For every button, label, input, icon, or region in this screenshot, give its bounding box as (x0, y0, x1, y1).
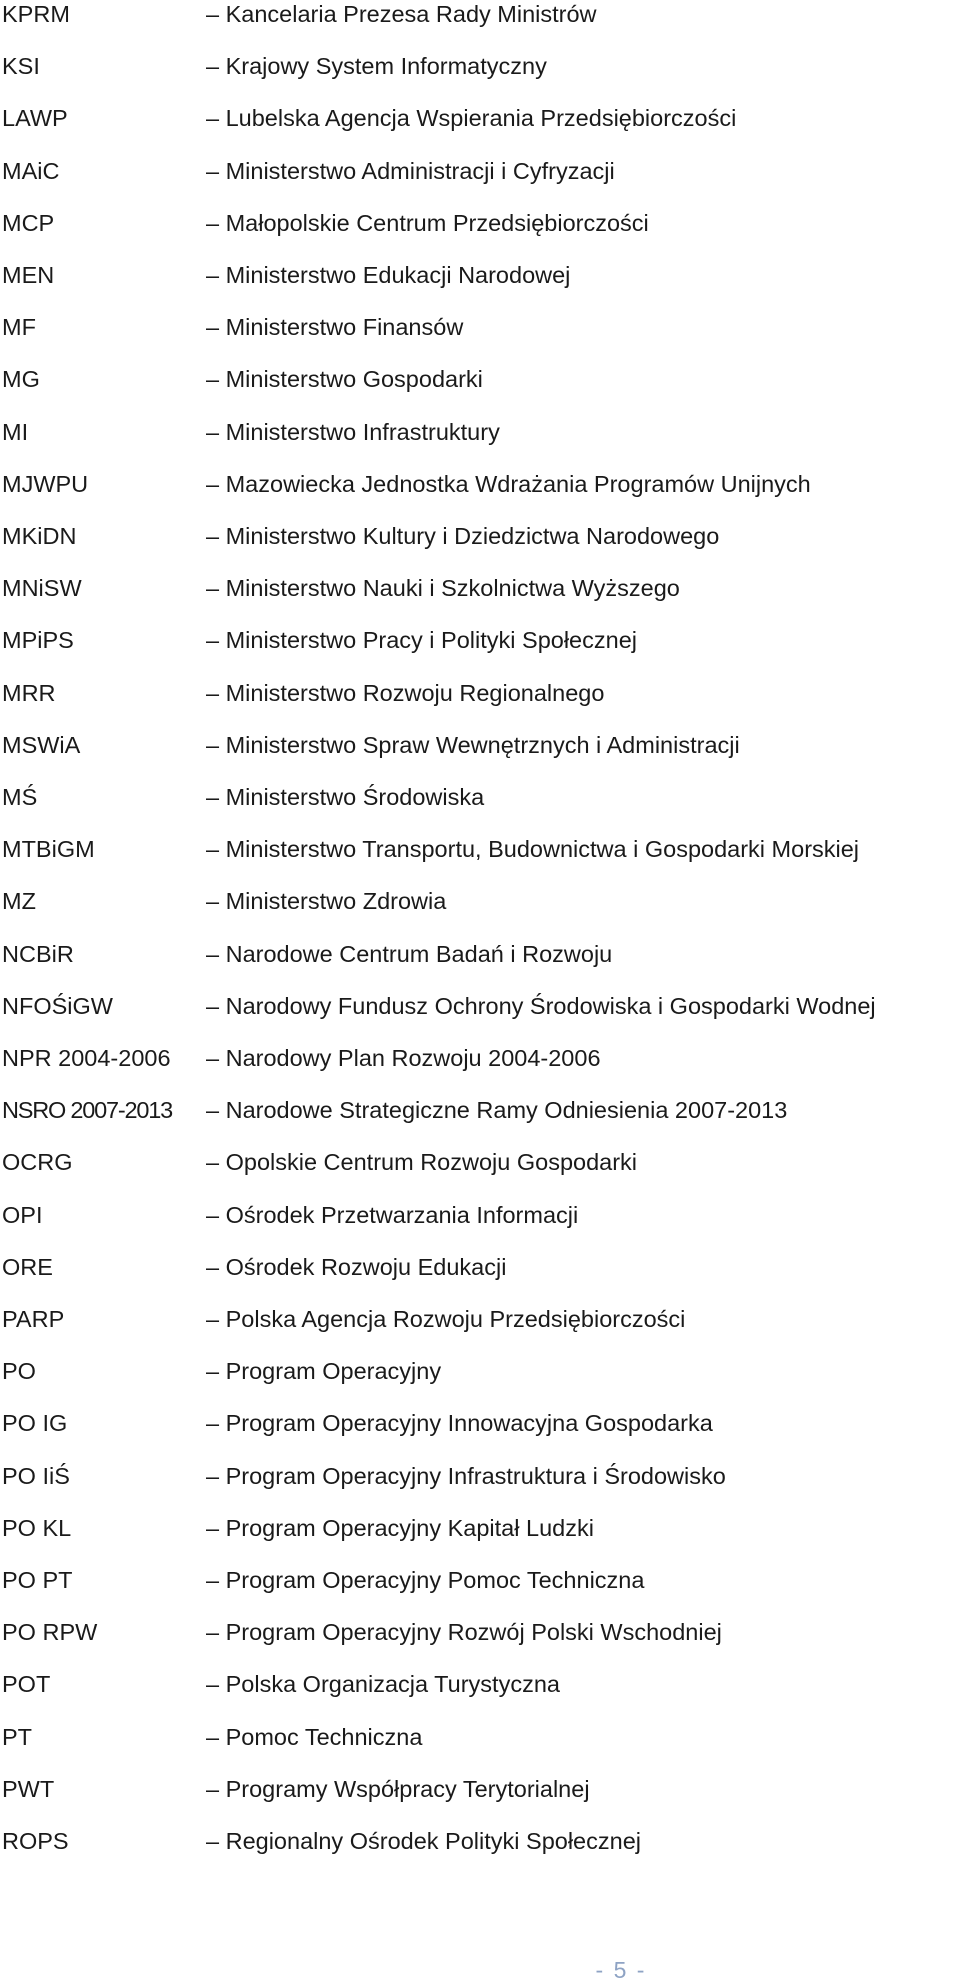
abbreviation-definition: – Ministerstwo Gospodarki (206, 366, 483, 393)
abbreviation-definition: – Ministerstwo Infrastruktury (206, 418, 500, 445)
abbreviation-row (0, 835, 960, 887)
abbreviation-term: PARP (2, 1306, 65, 1332)
abbreviation-term: PO KL (2, 1514, 72, 1541)
abbreviation-term: OCRG (2, 1149, 73, 1176)
abbreviation-row (0, 1618, 960, 1670)
abbreviation-term: MJWPU (2, 470, 89, 497)
abbreviation-definition: – Ministerstwo Nauki i Szkolnictwa Wyższego (206, 575, 680, 602)
abbreviation-term: NCBiR (2, 940, 74, 967)
abbreviation-row (0, 313, 960, 365)
abbreviation-row (0, 418, 960, 470)
abbreviation-row (0, 1148, 960, 1200)
abbreviation-term: ROPS (2, 1828, 69, 1854)
abbreviation-term: NSRO 2007-2013 (2, 1097, 173, 1124)
abbreviation-row (0, 1253, 960, 1305)
abbreviation-term: ORE (2, 1253, 53, 1280)
abbreviation-term: MPiPS (2, 627, 74, 654)
abbreviation-term: PO IiŚ (2, 1462, 70, 1489)
abbreviation-term: NPR 2004-2006 (2, 1045, 171, 1071)
abbreviation-term: MTBiGM (2, 836, 95, 863)
abbreviation-definition: – Lubelska Agencja Wspierania Przedsiębiorczości (206, 105, 737, 132)
abbreviation-term: MAiC (2, 157, 60, 184)
abbreviation-definition: – Ministerstwo Rozwoju Regionalnego (206, 679, 605, 706)
abbreviation-definition: – Ministerstwo Kultury i Dziedzictwa Narodowego (206, 523, 720, 549)
abbreviation-row (0, 470, 960, 522)
abbreviation-row (0, 1201, 960, 1253)
abbreviation-term: MNiSW (2, 575, 82, 602)
abbreviation-term: MCP (2, 209, 55, 236)
abbreviation-term: PO (2, 1358, 36, 1385)
abbreviation-term: MŚ (2, 784, 38, 810)
abbreviation-row (0, 731, 960, 783)
abbreviation-term: MSWiA (2, 731, 81, 758)
abbreviation-term: KPRM (2, 1, 70, 27)
abbreviation-row (0, 1357, 960, 1409)
abbreviation-definition: – Ministerstwo Transportu, Budownictwa i Gospodarki Morskiej (206, 836, 860, 863)
abbreviation-row (0, 1566, 960, 1618)
abbreviation-definition: – Ministerstwo Zdrowia (206, 888, 447, 915)
abbreviation-row (0, 209, 960, 261)
abbreviation-definition: – Narodowy Fundusz Ochrony Środowiska i Gospodarki Wodnej (206, 992, 876, 1019)
abbreviation-term: OPI (2, 1201, 43, 1228)
abbreviation-definition: – Opolskie Centrum Rozwoju Gospodarki (206, 1149, 638, 1176)
abbreviation-row (0, 887, 960, 939)
abbreviation-row (0, 1514, 960, 1566)
abbreviation-definition: – Program Operacyjny (206, 1358, 442, 1385)
abbreviation-row (0, 626, 960, 678)
abbreviation-definition: – Mazowiecka Jednostka Wdrażania Programów Unijnych (206, 470, 811, 497)
abbreviation-term: PO PT (2, 1567, 73, 1593)
abbreviation-term: NFOŚiGW (2, 992, 113, 1019)
abbreviation-definition: – Kancelaria Prezesa Rady Ministrów (206, 1, 597, 27)
abbreviation-row (0, 1409, 960, 1461)
abbreviation-row (0, 992, 960, 1044)
abbreviation-row (0, 52, 960, 104)
abbreviation-definition: – Polska Agencja Rozwoju Przedsiębiorczości (206, 1306, 686, 1332)
abbreviation-row (0, 157, 960, 209)
abbreviation-term: MEN (2, 262, 55, 288)
abbreviation-row (0, 104, 960, 156)
abbreviation-row (0, 1462, 960, 1514)
abbreviation-term: KSI (2, 53, 40, 80)
abbreviation-definition: – Pomoc Techniczna (206, 1723, 423, 1750)
abbreviation-definition: – Program Operacyjny Innowacyjna Gospodarka (206, 1410, 713, 1437)
abbreviation-definition: – Narodowe Strategiczne Ramy Odniesienia 2007-2013 (206, 1097, 788, 1124)
abbreviation-definition: – Ministerstwo Środowiska (206, 784, 485, 810)
abbreviation-term: MKiDN (2, 523, 77, 549)
abbreviation-definition: – Krajowy System Informatyczny (206, 53, 547, 80)
abbreviation-term: PWT (2, 1775, 55, 1802)
abbreviation-term: POT (2, 1671, 51, 1698)
abbreviation-term: PO IG (2, 1410, 68, 1437)
abbreviation-row (0, 783, 960, 835)
abbreviation-definition: – Narodowy Plan Rozwoju 2004-2006 (206, 1045, 601, 1071)
abbreviation-definition: – Programy Współpracy Terytorialnej (206, 1775, 590, 1802)
abbreviation-definition: – Program Operacyjny Pomoc Techniczna (206, 1567, 645, 1593)
abbreviation-definition: – Ministerstwo Spraw Wewnętrznych i Administracji (206, 731, 740, 758)
abbreviation-term: MI (2, 418, 29, 445)
abbreviation-row (0, 940, 960, 992)
abbreviation-row (0, 1305, 960, 1357)
abbreviation-row (0, 261, 960, 313)
abbreviation-row (0, 1775, 960, 1827)
abbreviation-definition: – Ministerstwo Edukacji Narodowej (206, 262, 571, 288)
abbreviation-definition: – Małopolskie Centrum Przedsiębiorczości (206, 209, 649, 236)
abbreviation-definition: – Program Operacyjny Rozwój Polski Wschodniej (206, 1619, 722, 1646)
abbreviation-term: MZ (2, 888, 36, 915)
abbreviation-definition: – Ośrodek Przetwarzania Informacji (206, 1201, 579, 1228)
abbreviation-row (0, 1044, 960, 1096)
abbreviation-row (0, 574, 960, 626)
abbreviation-row (0, 1827, 960, 1879)
abbreviation-definition: – Program Operacyjny Kapitał Ludzki (206, 1514, 594, 1541)
abbreviation-term: PT (2, 1723, 33, 1750)
abbreviation-term: MRR (2, 679, 56, 706)
abbreviation-row (0, 0, 960, 52)
abbreviation-row (0, 679, 960, 731)
page-number: - 5 - (595, 1957, 647, 1983)
abbreviation-term: MG (2, 366, 40, 393)
abbreviation-row (0, 365, 960, 417)
abbreviation-definition: – Narodowe Centrum Badań i Rozwoju (206, 940, 613, 967)
abbreviation-definition: – Ministerstwo Administracji i Cyfryzacji (206, 157, 615, 184)
abbreviation-term: PO RPW (2, 1619, 98, 1646)
abbreviation-row (0, 1723, 960, 1775)
abbreviation-definition: – Ministerstwo Finansów (206, 314, 464, 341)
abbreviation-definition: – Ministerstwo Pracy i Polityki Społecznej (206, 627, 637, 654)
abbreviation-row (0, 522, 960, 574)
abbreviation-definition: – Program Operacyjny Infrastruktura i Środowisko (206, 1462, 726, 1489)
abbreviation-term: LAWP (2, 105, 68, 132)
abbreviation-row (0, 1096, 960, 1148)
abbreviation-definition: – Regionalny Ośrodek Polityki Społecznej (206, 1828, 641, 1854)
abbreviation-definition: – Polska Organizacja Turystyczna (206, 1671, 560, 1698)
abbreviation-definition: – Ośrodek Rozwoju Edukacji (206, 1253, 507, 1280)
abbreviation-term: MF (2, 314, 36, 341)
abbreviation-row (0, 1670, 960, 1722)
